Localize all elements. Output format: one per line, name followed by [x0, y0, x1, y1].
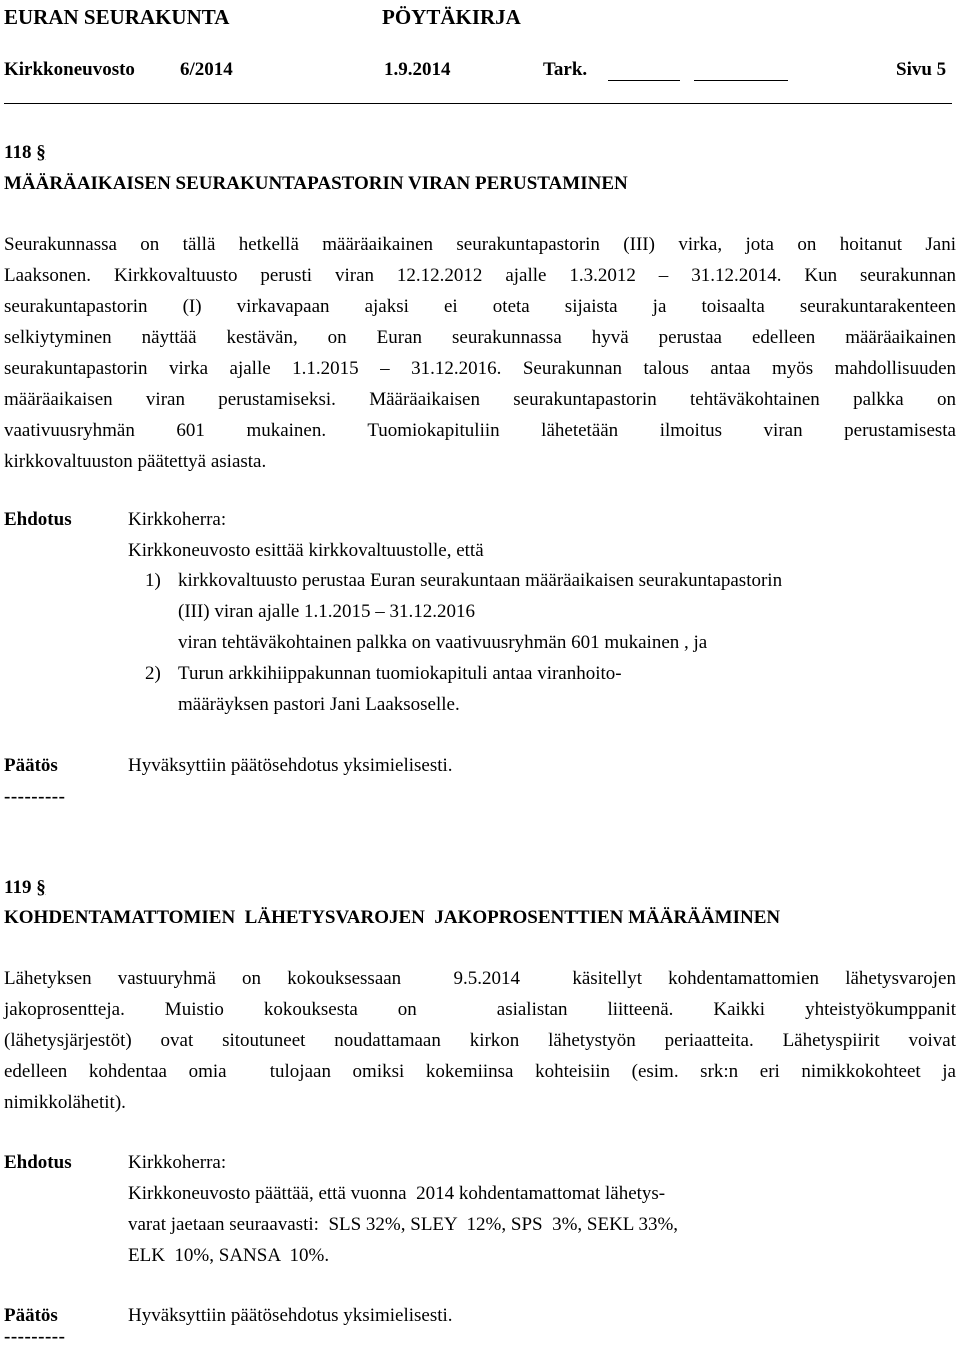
checker-line-1 [608, 80, 680, 81]
proposal-line: ELK 10%, SANSA 10%. [128, 1245, 330, 1266]
item-119-title: KOHDENTAMATTOMIEN LÄHETYSVAROJEN JAKOPROSENTTIEN MÄÄRÄÄMINEN [4, 907, 781, 928]
proposal-label: Ehdotus [4, 509, 72, 530]
body-name: Kirkkoneuvosto [4, 59, 135, 80]
section-sign: § [36, 877, 46, 898]
decision-label: Päätös [4, 755, 58, 776]
body-line: Lähetyksen vastuuryhmä on kokouksessaan 9.5.2014 käsitellyt kohdentamattomien lähetysvarojen [4, 968, 956, 989]
body-line: Seurakunnassa on tällä hetkellä määräaikainen seurakuntapastorin (III) virka, jota on hoitanut Jani [4, 234, 956, 255]
org-name: EURAN SEURAKUNTA [4, 5, 230, 29]
proposer: Kirkkoherra: [128, 1152, 227, 1173]
point-line: määräyksen pastori Jani Laaksoselle. [178, 694, 460, 715]
proposal-line: Kirkkoneuvosto päättää, että vuonna 2014 kohdentamattomat lähetys- [128, 1183, 666, 1204]
item-118-number [4, 137, 46, 168]
meeting-date: 1.9.2014 [384, 59, 451, 80]
item-118-body [4, 229, 956, 477]
proposal-label: Ehdotus [4, 1152, 72, 1173]
proposal-line: varat jaetaan seuraavasti: SLS 32%, SLEY 12%, SPS 3%, SEKL 33%, [128, 1214, 679, 1235]
body-line: nimikkolähetit). [4, 1092, 126, 1113]
separator: --------- [4, 786, 66, 807]
body-line: Laaksonen. Kirkkovaltuusto perusti viran 12.12.2012 ajalle 1.3.2012 – 31.12.2014. Kun seurakunnan [4, 265, 956, 286]
item-119-body [4, 963, 956, 1118]
decision-label: Päätös [4, 1305, 58, 1326]
point-line: (III) viran ajalle 1.1.2015 – 31.12.2016 [178, 601, 476, 622]
item-118-title: MÄÄRÄAIKAISEN SEURAKUNTAPASTORIN VIRAN PERUSTAMINEN [4, 173, 628, 194]
body-line: seurakuntapastorin virka ajalle 1.1.2015 – 31.12.2016. Seurakunnan talous antaa myös mahdollisuuden [4, 358, 956, 379]
decision-text: Hyväksyttiin päätösehdotus yksimielisesti. [128, 755, 453, 776]
point-number: 2) [145, 663, 161, 684]
checker-line-2 [694, 80, 788, 81]
body-line: vaativuusryhmän 601 mukainen. Tuomiokapituliin lähetetään ilmoitus viran perustamisesta [4, 420, 956, 441]
check-label: Tark. [543, 59, 588, 80]
doc-type: PÖYTÄKIRJA [382, 5, 521, 29]
proposal-intro: Kirkkoneuvosto esittää kirkkovaltuustolle, että [128, 540, 484, 561]
body-line: seurakuntapastorin (I) virkavapaan ajaksi ei oteta sijaista ja toisaalta seurakuntarakenteen [4, 296, 956, 317]
separator: --------- [4, 1326, 66, 1347]
point-line: kirkkovaltuusto perustaa Euran seurakuntaan määräaikaisen seurakuntapastorin [178, 570, 783, 591]
body-line: jakoprosentteja. Muistio kokouksesta on asialistan liitteenä. Kaikki yhteistyökumppanit [4, 999, 956, 1020]
body-line: (lähetysjärjestöt) ovat sitoutuneet noudattamaan kirkon lähetystyön periaatteita. Lähetyspiirit voivat [4, 1030, 956, 1051]
body-line: selkiytyminen näyttää kestävän, on Euran seurakunnassa hyvä perustaa edelleen määräaikainen [4, 327, 956, 348]
section-number: 119 [4, 877, 32, 898]
body-line: kirkkovaltuuston päätettyä asiasta. [4, 451, 267, 472]
point-number: 1) [145, 570, 161, 591]
point-line: Turun arkkihiippakunnan tuomiokapituli antaa viranhoito- [178, 663, 622, 684]
section-number: 118 [4, 142, 32, 163]
body-line: edelleen kohdentaa omia tulojaan omiksi kokemiinsa kohteisiin (esim. srk:n eri nimikkokohteet ja [4, 1061, 956, 1082]
meeting-number: 6/2014 [180, 59, 233, 80]
point-line: viran tehtäväkohtainen palkka on vaativuusryhmän 601 mukainen , ja [178, 632, 708, 653]
body-line: määräaikaisen viran perustamiseksi. Määräaikaisen seurakuntapastorin tehtäväkohtainen palkka on [4, 389, 956, 410]
page-number: Sivu 5 [896, 59, 947, 80]
section-sign: § [36, 142, 46, 163]
header-rule [4, 103, 952, 104]
decision-text: Hyväksyttiin päätösehdotus yksimielisesti. [128, 1305, 453, 1326]
proposer: Kirkkoherra: [128, 509, 227, 530]
item-119-number [4, 872, 46, 903]
